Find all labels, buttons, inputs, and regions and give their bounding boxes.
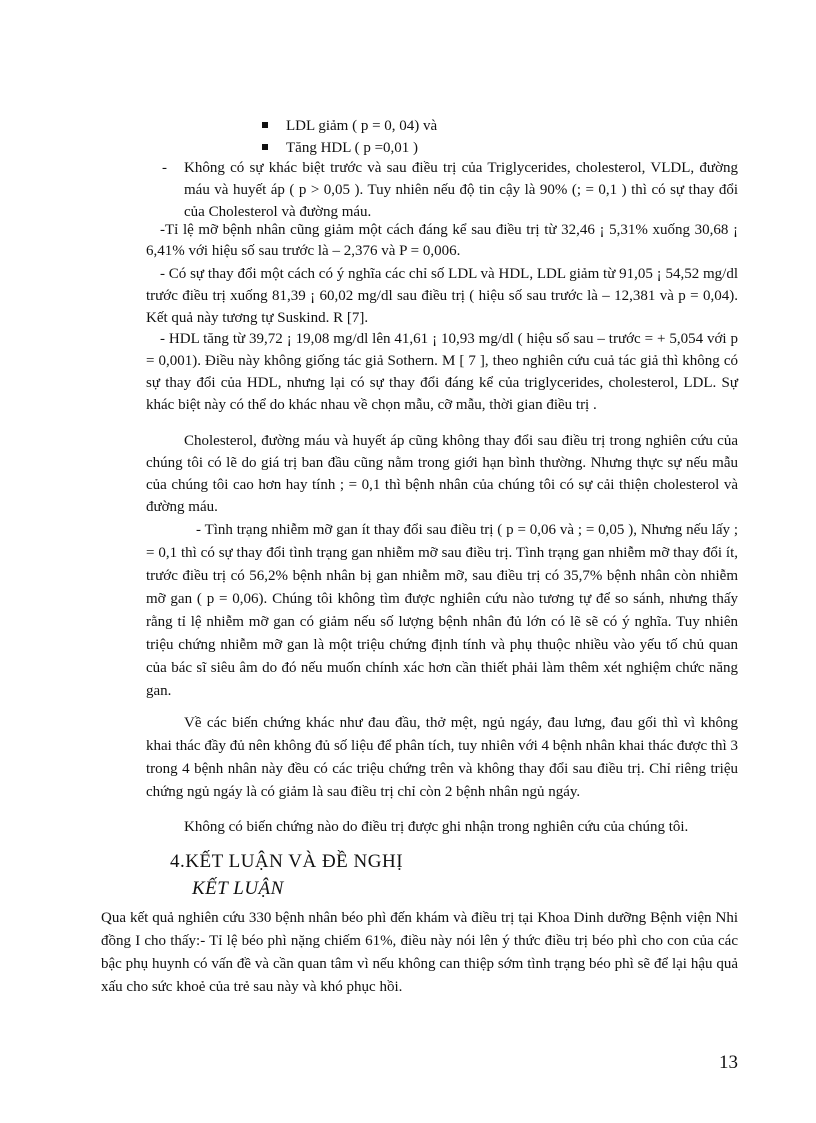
paragraph-conclusion: Qua kết quả nghiên cứu 330 bệnh nhân béo phì đến khám và điều trị tại Khoa Dinh dưỡng Bệnh viện Nhi đồng I cho thấy:- Tỉ lệ béo phì nặng chiếm 61%, điều này nói lên ý thức điều trị béo phì cho con của các bậc phụ huynh có vấn đề và cần quan tâm vì nếu không can thiệp sớm tình trạng béo phì sẽ để lại hậu quả xấu cho sức khoẻ của trẻ sau này và khó phục hồi. bbox=[101, 910, 738, 995]
dash-item-text: Không có sự khác biệt trước và sau điều trị của Triglycerides, cholesterol, VLDL, đường máu và huyết áp ( p > 0,05 ). Tuy nhiên nếu độ tin cậy là 90% (; = 0,1 ) thì có sự thay đổi của Cholesterol và đường máu. bbox=[184, 160, 738, 220]
section-subheading: KẾT LUẬN bbox=[192, 878, 284, 899]
paragraph-cholesterol: Cholesterol, đường máu và huyết áp cũng không thay đổi sau điều trị trong nghiên cứu của chúng tôi có lẽ do giá trị ban đầu cũng nằm trong giới hạn bình thường. Nhưng thực sự nếu mẫu của chúng tôi cao hơn hay tính ; = 0,1 thì bệnh nhân của chúng tôi có sự cải thiện cholesterol và đường máu. bbox=[146, 433, 738, 515]
paragraph-ldl-hdl: - Có sự thay đổi một cách có ý nghĩa các chỉ số LDL và HDL, LDL giảm từ 91,05 ¡ 54,52 mg/dl trước điều trị xuống 81,39 ¡ 60,02 mg/dl sau điều trị ( hiệu số sau trước là – 12,381 và p = 0,04). Kết quả này tương tự Suskind. R [7]. bbox=[146, 266, 738, 326]
section-heading: 4.KẾT LUẬN VÀ ĐỀ NGHỊ bbox=[170, 851, 404, 872]
square-bullet-icon bbox=[262, 144, 268, 150]
paragraph-no-complications: Không có biến chứng nào do điều trị được ghi nhận trong nghiên cứu của chúng tôi. bbox=[184, 819, 689, 835]
bullet-text: LDL giảm ( p = 0, 04) và bbox=[286, 118, 438, 134]
paragraph-complications: Về các biến chứng khác như đau đầu, thở mệt, ngủ ngáy, đau lưng, đau gối thì vì không khai thác đầy đủ nên không đủ số liệu để phân tích, tuy nhiên với 4 bệnh nhân khai thác được thì 3 trong 4 bệnh nhân này đều có các triệu chứng trên và không thay đổi sau điều trị. Chỉ riêng triệu chứng ngủ ngáy là có giảm là sau điều trị chỉ còn 2 bệnh nhân ngủ ngáy. bbox=[146, 715, 738, 800]
square-bullet-icon bbox=[262, 122, 268, 128]
dash-marker: - bbox=[162, 160, 167, 176]
bullet-text: Tăng HDL ( p =0,01 ) bbox=[286, 140, 419, 156]
bullet-item bbox=[262, 138, 418, 158]
paragraph-fatty-liver: - Tình trạng nhiễm mỡ gan ít thay đổi sau điều trị ( p = 0,06 và ; = 0,05 ), Nhưng nếu lấy ; = 0,1 thì có sự thay đổi tình trạng gan nhiễm mỡ sau điều trị. Tình trạng gan nhiễm mỡ thay đổi ít, trước điều trị có 56,2% bệnh nhân bị gan nhiễm mỡ, sau điều trị có 35,7% bệnh nhân còn nhiễm mỡ gan ( p = 0,06). Chúng tôi không tìm được nghiên cứu nào tương tự để so sánh, nhưng thấy rằng tỉ lệ nhiễm mỡ gan có giảm nếu số lượng bệnh nhân đủ lớn có lẽ sẽ có ý nghĩa. Tuy nhiên triệu chứng nhiễm mỡ gan là một triệu chứng định tính và phụ thuộc nhiều vào yếu tố chủ quan của bác sĩ siêu âm do đó nếu muốn chính xác hơn cần thiết phải làm thêm xét nghiệm chức năng gan. bbox=[146, 522, 738, 699]
page-number: 13 bbox=[719, 1052, 738, 1073]
paragraph-hdl: - HDL tăng từ 39,72 ¡ 19,08 mg/dl lên 41,61 ¡ 10,93 mg/dl ( hiệu số sau – trước = + 5,054 với p = 0,001). Điều này không giống tác giả Sothern. M [ 7 ], theo nghiên cứu cuả tác giả thì không có sự thay đổi của HDL, nhưng lại có sự thay đổi đáng kể của triglycerides, cholesterol, LDL. Sự khác biệt này có thể do khác nhau về chọn mẫu, cỡ mẫu, thời gian điều trị . bbox=[146, 331, 738, 413]
dash-list-item bbox=[162, 157, 738, 223]
bullet-item bbox=[262, 116, 437, 136]
paragraph-fat-ratio: -Tỉ lệ mỡ bệnh nhân cũng giảm một cách đáng kể sau điều trị từ 32,46 ¡ 5,31% xuống 30,68 ¡ 6,41% với hiệu số sau trước là – 2,376 và P = 0,006. bbox=[146, 222, 738, 259]
